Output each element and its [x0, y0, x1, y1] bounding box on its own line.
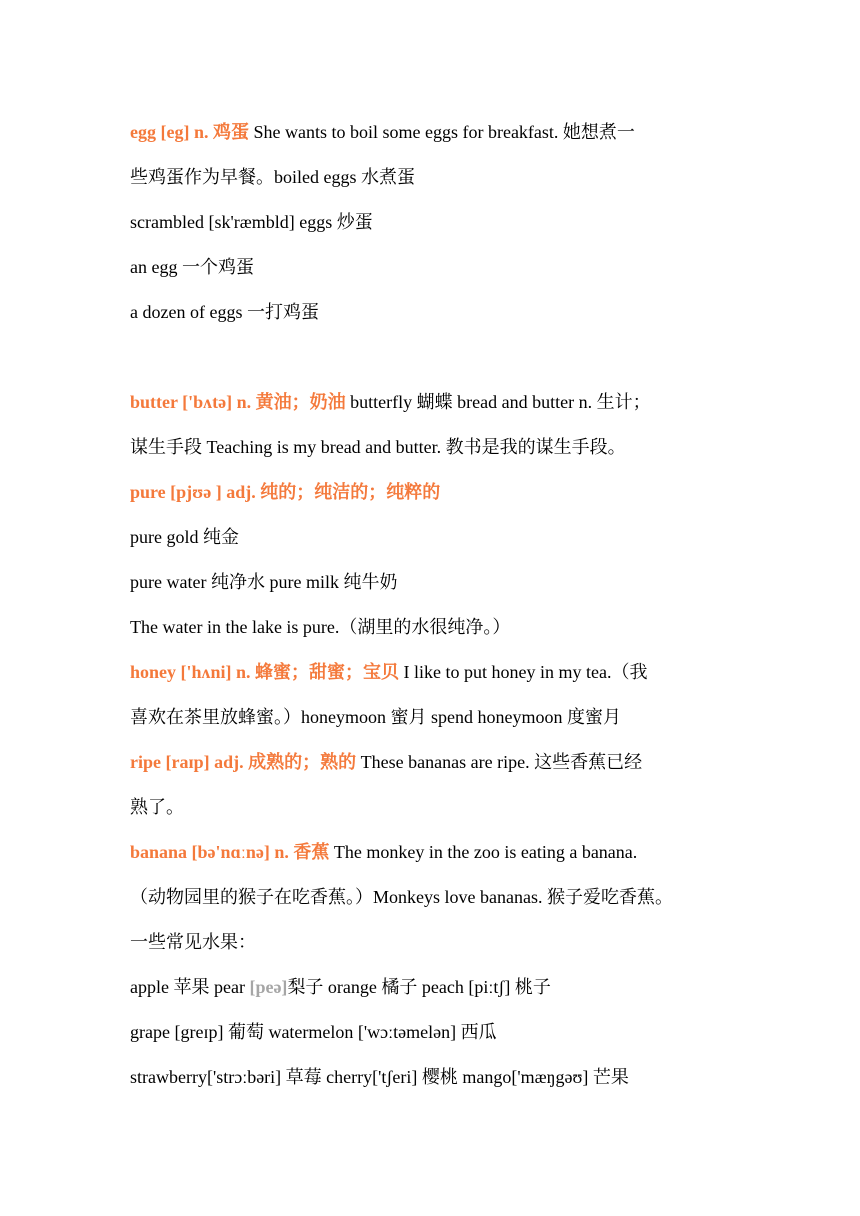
banana-example: The monkey in the zoo is eating a banana.: [329, 842, 638, 862]
butter-entry-line-2: 谋生手段 Teaching is my bread and butter. 教书是我的谋生手段。: [130, 437, 626, 457]
pure-entry-line-3: pure water 纯净水 pure milk 纯牛奶: [130, 572, 398, 592]
fruits-intro: 一些常见水果：: [130, 932, 256, 952]
banana-entry-line-2: （动物园里的猴子在吃香蕉。）Monkeys love bananas. 猴子爱吃香蕉。: [130, 887, 673, 907]
butter-entry-line-1: [130, 380, 750, 425]
fruits-line-1: [130, 965, 750, 1010]
banana-headword: banana [bə'nɑːnə] n. 香蕉: [130, 842, 330, 862]
egg-entry-line-2: 些鸡蛋作为早餐。boiled eggs 水煮蛋: [130, 167, 415, 187]
pure-entry-line-2: pure gold 纯金: [130, 527, 239, 547]
egg-entry-line-1: [130, 110, 750, 155]
ripe-entry-line-2: 熟了。: [130, 797, 184, 817]
ripe-entry-line-1: [130, 740, 750, 785]
egg-example: She wants to boil some eggs for breakfast. 她想煮一: [248, 122, 635, 142]
honey-entry-line-1: [130, 650, 750, 695]
ripe-example: These bananas are ripe. 这些香蕉已经: [356, 752, 643, 772]
fruits-line-1-part-b: 梨子 orange 橘子 peach [piːtʃ] 桃子: [287, 977, 551, 997]
fruits-line-1-part-a: apple 苹果 pear: [130, 977, 250, 997]
butter-example: butterfly 蝴蝶 bread and butter n. 生计；: [345, 392, 651, 412]
egg-entry-line-4: an egg 一个鸡蛋: [130, 257, 254, 277]
blank-line: [130, 335, 750, 380]
pure-entry-line-1: [130, 470, 750, 515]
pear-phonetic: [peə]: [249, 977, 288, 997]
vocabulary-text: [130, 110, 750, 1100]
fruits-line-2: grape [greɪp] 葡萄 watermelon ['wɔːtəmelən] 西瓜: [130, 1022, 497, 1042]
honey-entry-line-2: 喜欢在茶里放蜂蜜。）honeymoon 蜜月 spend honeymoon 度蜜月: [130, 707, 621, 727]
banana-entry-line-1: [130, 830, 750, 875]
egg-entry-line-5: a dozen of eggs 一打鸡蛋: [130, 302, 319, 322]
butter-headword: butter ['bʌtə] n. 黄油；奶油: [130, 392, 346, 412]
fruits-line-3: strawberry['strɔːbəri] 草莓 cherry['tʃeri] 樱桃 mango['mæŋgəʊ] 芒果: [130, 1067, 629, 1087]
honey-headword: honey ['hʌni] n. 蜂蜜；甜蜜；宝贝: [130, 662, 400, 682]
honey-example: I like to put honey in my tea.（我: [399, 662, 648, 682]
pure-headword: pure [pjʊə ] adj. 纯的；纯洁的；纯粹的: [130, 482, 441, 502]
ripe-headword: ripe [raɪp] adj. 成熟的；熟的: [130, 752, 357, 772]
pure-entry-line-4: The water in the lake is pure.（湖里的水很纯净。）: [130, 617, 511, 637]
egg-headword: egg [eg] n. 鸡蛋: [130, 122, 249, 142]
egg-entry-line-3: scrambled [sk'ræmbld] eggs 炒蛋: [130, 212, 373, 232]
